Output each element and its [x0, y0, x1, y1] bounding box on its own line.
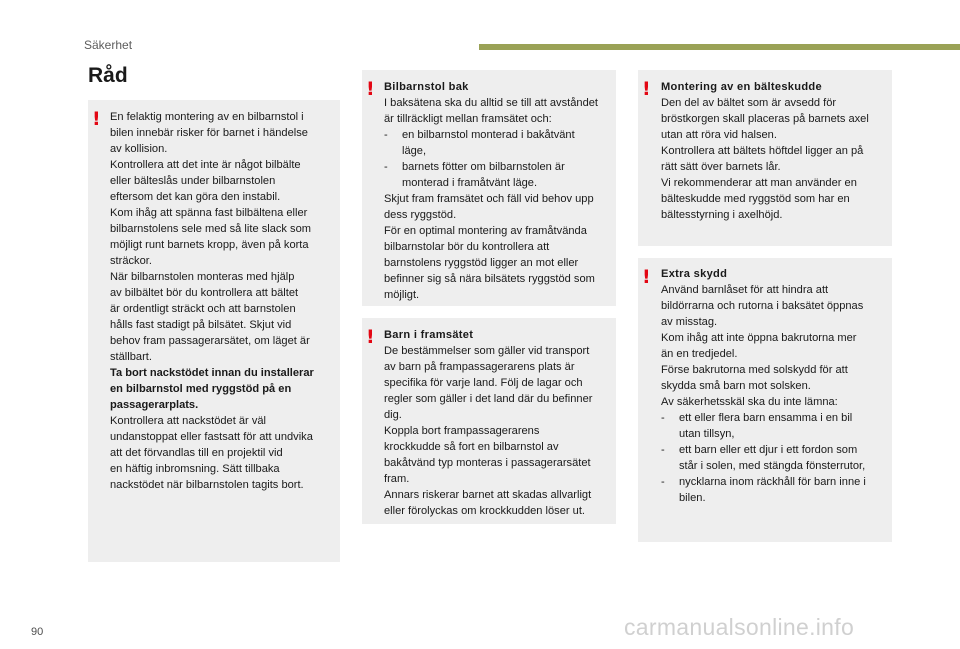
text-line: skydda små barn mot solsken.	[661, 380, 811, 392]
text-line: av misstag.	[661, 316, 718, 328]
box-heading: Montering av en bälteskudde	[661, 81, 822, 93]
text-line: Använd barnlåset för att hindra att	[661, 284, 829, 296]
text-line: befinner sig så nära bilsätets ryggstöd som	[384, 273, 595, 285]
text-line: bilen.	[679, 492, 706, 504]
text-line: av kollision.	[110, 143, 168, 155]
warning-box-front-seat-child	[362, 318, 616, 524]
box-heading: Bilbarnstol bak	[384, 81, 469, 93]
watermark: carmanualsonline.info	[624, 614, 855, 640]
text-line: behov fram passagerarsätet, om läget är	[110, 335, 310, 347]
text-line: sträckor.	[110, 255, 152, 267]
warning-icon: !	[366, 326, 375, 348]
text-line: eller förolyckas om krockkudden löser ut.	[384, 505, 586, 517]
bullet-dash: -	[384, 129, 388, 141]
text-line: Förse bakrutorna med solskydd för att	[661, 364, 848, 376]
section-label: Säkerhet	[84, 38, 133, 52]
bullet-item	[384, 159, 608, 191]
text-line: bilen innebär risker för barnet i händelse	[110, 127, 308, 139]
box-heading: Extra skydd	[661, 268, 728, 280]
text-line: möjligt runt barnets kropp, även på korta	[110, 239, 309, 251]
text-line: krockkudde så fort en bilbarnstol av	[384, 441, 559, 453]
text-line: För en optimal montering av framåtvända	[384, 225, 587, 237]
text-line: en bilbarnstol monterad i bakåtvänt	[402, 129, 575, 141]
bullet-item	[661, 410, 884, 442]
text-line: Den del av bältet som är avsedd för	[661, 97, 837, 109]
text-line: bilbarnstolens sele med så lite slack som	[110, 223, 312, 235]
bold-text-line: en bilbarnstol med ryggstöd på en	[110, 383, 292, 395]
text-line: bildörrarna och rutorna i baksätet öppnas	[661, 300, 864, 312]
bullet-dash: -	[661, 476, 665, 488]
warning-box-rear-child-seat	[362, 70, 616, 306]
text-line: möjligt.	[384, 289, 420, 301]
text-line: Kontrollera att det inte är något bilbälte	[110, 159, 301, 171]
text-line: utan tillsyn,	[679, 428, 735, 440]
text-line: Av säkerhetsskäl ska du inte lämna:	[661, 396, 838, 408]
text-line: Skjut fram framsätet och fäll vid behov upp	[384, 193, 594, 205]
text-line: ställbart.	[110, 351, 152, 363]
warning-icon: !	[642, 78, 651, 100]
text-line: barnets fötter om bilbarnstolen är	[402, 161, 565, 173]
bullet-item	[661, 474, 884, 506]
text-line: Kom ihåg att inte öppna bakrutorna mer	[661, 332, 857, 344]
text-line: står i solen, med stängda fönsterrutor,	[679, 460, 866, 472]
text-line: De bestämmelser som gäller vid transport	[384, 345, 590, 357]
text-line: monterad i framåtvänt läge.	[402, 177, 538, 189]
text-line: När bilbarnstolen monteras med hjälp	[110, 271, 295, 283]
text-line: av bilbältet bör du kontrollera att bältet	[110, 287, 299, 299]
text-line: Kontrollera att nackstödet är väl	[110, 415, 267, 427]
text-line: dig.	[384, 409, 402, 421]
text-line: Koppla bort frampassagerarens	[384, 425, 540, 437]
text-line: att det förvandlas till en projektil vid	[110, 447, 283, 459]
text-line: Kom ihåg att spänna fast bilbältena eller	[110, 207, 308, 219]
text-line: bältesstyrning i axelhöjd.	[661, 209, 783, 221]
text-line: regler som gäller i det land där du befinner	[384, 393, 593, 405]
general-advice-text	[110, 109, 332, 493]
bold-text-line: Ta bort nackstödet innan du installerar	[110, 367, 314, 379]
text-line: eftersom det kan göra den instabil.	[110, 191, 281, 203]
text-line: av barn på frampassagerarens plats är	[384, 361, 575, 373]
header-accent-bar	[479, 44, 960, 50]
page-number: 90	[31, 626, 44, 638]
text-line: hålls fast stadigt på bilsätet. Skjut vid	[110, 319, 292, 331]
text-line: är ordentligt sträckt och att barnstolen	[110, 303, 296, 315]
bullet-item	[384, 127, 608, 159]
text-line: dess ryggstöd.	[384, 209, 457, 221]
text-line: nycklarna inom räckhåll för barn inne i	[679, 476, 866, 488]
text-line: en häftig inbromsning. Sätt tillbaka	[110, 463, 280, 475]
text-line: barnstolens ryggstöd ligger an mot eller	[384, 257, 579, 269]
text-line: bälteskudde med ryggstöd som har en	[661, 193, 850, 205]
text-line: eller bälteslås under bilbarnstolen	[110, 175, 276, 187]
text-line: rätt sätt över barnets lår.	[661, 161, 781, 173]
warning-icon: !	[642, 266, 651, 288]
bullet-dash: -	[661, 412, 665, 424]
text-line: läge,	[402, 145, 427, 157]
text-line: Kontrollera att bältets höftdel ligger an på	[661, 145, 864, 157]
text-line: specifika för varje land. Följ de lagar och	[384, 377, 583, 389]
warning-box-booster-cushion	[638, 70, 892, 246]
text-line: är tillräckligt mellan framsätet och:	[384, 113, 552, 125]
text-line: En felaktig montering av en bilbarnstol i	[110, 111, 304, 123]
text-line: nackstödet när bilbarnstolen tagits bort.	[110, 479, 304, 491]
text-line: undanstoppat eller fastsatt för att undvika	[110, 431, 313, 443]
text-line: fram.	[384, 473, 410, 485]
text-line: bilbarnstolar bör du kontrollera att	[384, 241, 550, 253]
text-line: ett eller flera barn ensamma i en bil	[679, 412, 853, 424]
text-line: Vi rekommenderar att man använder en	[661, 177, 857, 189]
bullet-item	[661, 442, 884, 474]
text-line: bakåtvänd typ monteras i passagerarsätet	[384, 457, 591, 469]
page-title: Råd	[88, 64, 128, 87]
box-heading: Barn i framsätet	[384, 329, 474, 341]
warning-icon: !	[92, 108, 101, 130]
warning-icon: !	[366, 78, 375, 100]
text-line: bröstkorgen skall placeras på barnets axel	[661, 113, 869, 125]
warning-box-extra-protection	[638, 258, 892, 542]
text-line: I baksätena ska du alltid se till att avståndet	[384, 97, 598, 109]
text-line: än en tredjedel.	[661, 348, 738, 360]
bullet-dash: -	[661, 444, 665, 456]
bold-text-line: passagerarplats.	[110, 399, 199, 411]
text-line: Annars riskerar barnet att skadas allvarligt	[384, 489, 592, 501]
warning-box-general	[88, 100, 340, 562]
bullet-dash: -	[384, 161, 388, 173]
text-line: utan att röra vid halsen.	[661, 129, 777, 141]
text-line: ett barn eller ett djur i ett fordon som	[679, 444, 858, 456]
